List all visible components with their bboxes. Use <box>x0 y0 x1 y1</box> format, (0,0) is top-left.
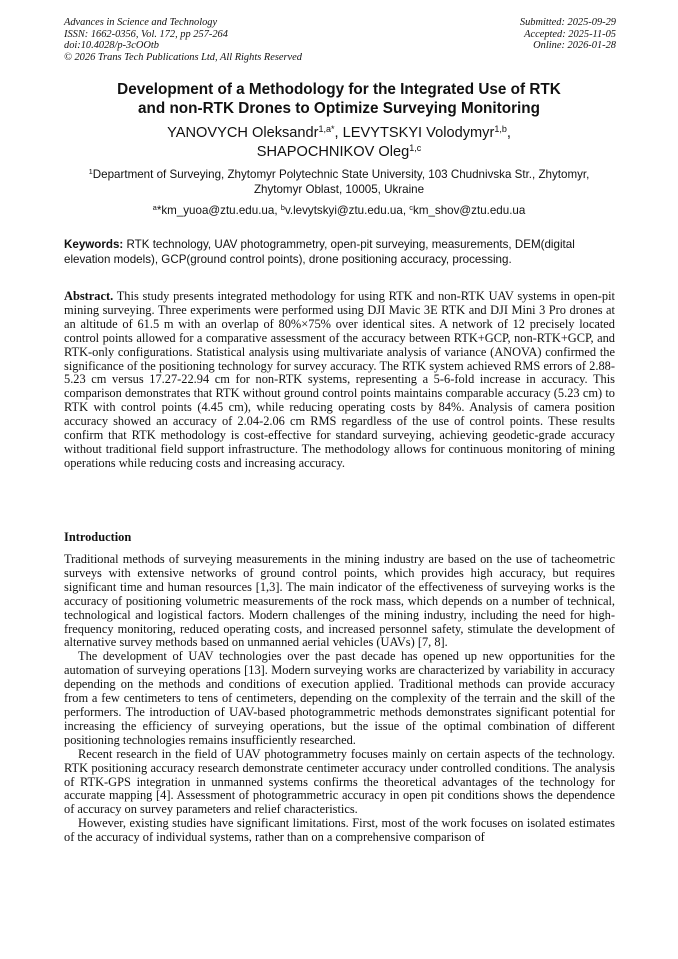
author-3-sup: 1,c <box>409 143 422 153</box>
title-line-2: and non-RTK Drones to Optimize Surveying Monitoring <box>138 100 540 117</box>
author-separator: , <box>506 125 511 141</box>
section-heading-introduction: Introduction <box>64 530 132 544</box>
journal-name: Advances in Science and Technology <box>64 17 218 28</box>
paragraph: However, existing studies have significant limitations. First, most of the work focuses on isolated estimates of the accuracy of individual systems, rather than on a comprehensive comparison of <box>64 816 615 845</box>
doi-line: doi:10.4028/p-3cOOtb <box>64 40 159 52</box>
title-line-1: Development of a Methodology for the Integrated Use of RTK <box>117 81 561 98</box>
journal-info <box>64 17 302 63</box>
introduction-body <box>64 553 615 845</box>
author-emails <box>40 203 638 218</box>
affiliation-sup: 1 <box>88 167 93 176</box>
keywords-text: RTK technology, UAV photogrammetry, open-pit surveying, measurements, DEM(digital elevation models), GCP(ground control points), drone positioning accuracy, processing. <box>64 238 575 266</box>
abstract <box>64 290 615 471</box>
copyright-line: © 2026 Trans Tech Publications Ltd, All Rights Reserved <box>64 51 302 63</box>
issn-line: ISSN: 1662-0356, Vol. 172, pp 257-264 <box>64 28 228 40</box>
abstract-text: This study presents integrated methodology for using RTK and non-RTK UAV systems in open-pit mining surveying. Three experiments were performed using DJI Mavic 3E RTK and DJI Mini 3 Pro drones at an altitude of 61.5 m with an overlap of 80%×75% over identical sites. A network of 12 precisely located control points allowed for a comparative assessment of the accuracy between RTK+GCP, non-RTK+GCP, and RTK-only configurations. Statistical analysis using multivariate analysis of variance (ANOVA) confirmed the significance of the positioning technology for survey accuracy. The RTK system achieved RMS errors of 2.88-5.23 cm versus 17.27-22.94 cm for non-RTK systems, representing a 5-6-fold increase in accuracy. This comparison demonstrates that RTK without ground control points maintains comparable accuracy (5.23 cm) to RTK with control points (4.45 cm), while reducing operating costs by 84%. Analysis of camera position accuracy showed an accuracy of 2.04-2.06 cm RMS regardless of the use of control points. These results confirm that RTK methodology is cost-effective for standard surveying, achieving geodetic-grade accuracy without traditional field support infrastructure. The methodology allows for continuous monitoring of mining operations while reducing costs and increasing accuracy. <box>64 289 615 470</box>
paragraph: Recent research in the field of UAV photogrammetry focuses mainly on certain aspects of the technology. RTK positioning accuracy research demonstrate centimeter accuracy under controlled conditions. The analysis of RTK-GPS integration in unmanned systems confirms the theoretical advantages of the technology for accurate mapping [4]. Assessment of photogrammetric accuracy in open pit conditions shows the dependence of accuracy on survey parameters and relief characteristics. <box>64 746 615 817</box>
publication-dates <box>520 17 616 52</box>
author-1-name: YANOVYCH Oleksandr <box>167 125 319 141</box>
abstract-label: Abstract. <box>64 289 114 303</box>
email-c-sup: c <box>409 203 414 212</box>
paper-title <box>40 80 638 118</box>
email-a-sup: a <box>152 203 157 212</box>
affiliation-text: Department of Surveying, Zhytomyr Polytechnic State University, 103 Chudnivska Str., Zhytomyr, Zhytomyr Oblast, 10005, Ukraine <box>92 168 590 196</box>
email-c: km_shov@ztu.edu.ua <box>413 204 526 217</box>
author-2-sup: 1,b <box>494 124 507 134</box>
author-3-name: SHAPOCHNIKOV Oleg <box>256 144 410 160</box>
email-a: *km_yuoa@ztu.edu.ua, <box>156 204 281 217</box>
online-date: Online: 2026-01-28 <box>533 40 616 52</box>
paragraph: Traditional methods of surveying measurements in the mining industry are based on the use of tacheometric surveys with extensive networks of ground control points, which provides high accuracy, but requires significant time and human resources [1,3]. The main indicator of the effectiveness of surveying works is the accuracy of positioning volumetric measurements of the rock mass, which depends on a number of technical, technological and logistical factors. Modern challenges of the mining industry, including the need for high-frequency monitoring, reduced operating costs, and increased personnel safety, stimulate the development of alternative survey methods based on unmanned aerial vehicles (UAVs) [7, 8]. <box>64 552 615 650</box>
email-b: v.levytskyi@ztu.edu.ua, <box>284 204 410 217</box>
paragraph: The development of UAV technologies over the past decade has opened up new opportunities for the automation of surveying operations [13]. Modern surveying works are characterized by variability in accuracy depending on the methods and conditions of execution applied. Traditional methods can provide accuracy from a few centimeters to tens of centimeters, depending on the complexity of the terrain and the skill of the performers. The introduction of UAV-based photogrammetric methods demonstrates significant potential for increasing the efficiency of surveying operations, but the issue of the optimal combination of different positioning technologies remains insufficiently researched. <box>64 649 615 747</box>
submitted-date: Submitted: 2025-09-29 <box>519 17 616 28</box>
email-b-sup: b <box>280 203 285 212</box>
author-1-sup: 1,a* <box>318 124 335 134</box>
keywords <box>64 238 615 268</box>
author-separator: , <box>334 125 343 141</box>
author-list <box>40 124 638 162</box>
author-2-name: LEVYTSKYI Volodymyr <box>342 125 495 141</box>
accepted-date: Accepted: 2025-11-05 <box>524 28 616 40</box>
keywords-label: Keywords: <box>64 238 124 251</box>
affiliation <box>64 167 614 197</box>
